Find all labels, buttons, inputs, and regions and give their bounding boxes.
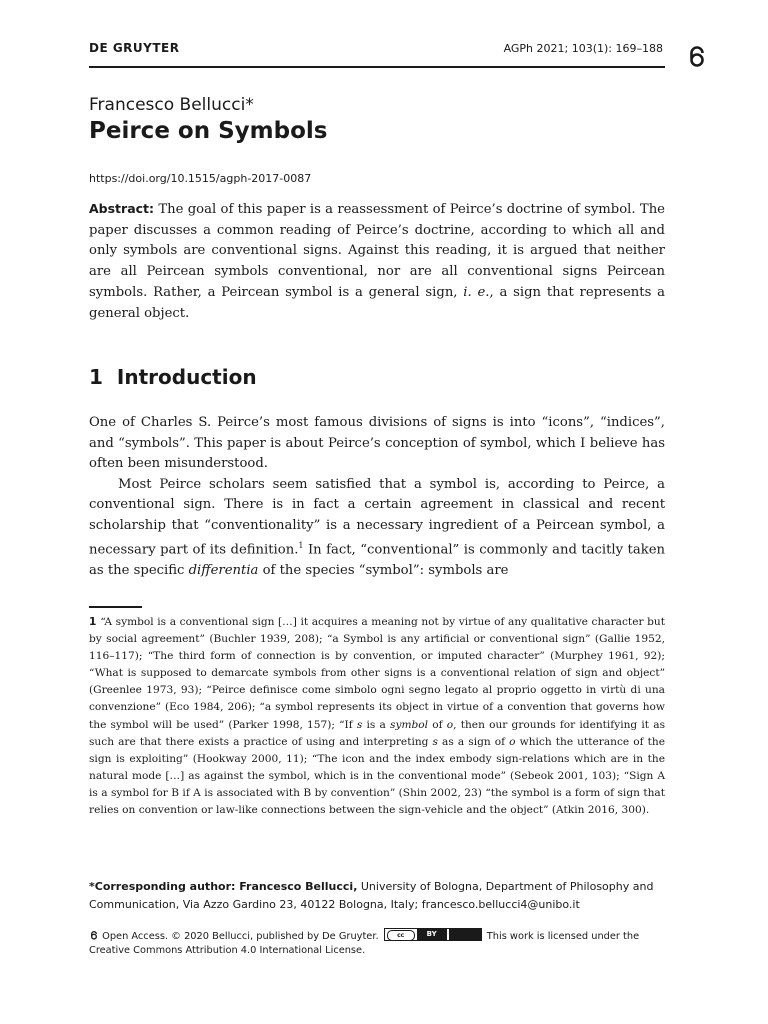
doi-link[interactable]: https://doi.org/10.1515/agph-2017-0087 [89, 172, 312, 185]
abstract-text: The goal of this paper is a reassessment of Peirce’s doctrine of symbol. The paper discusses a common reading of Peirce’s doctrine, according to which all and only symbols are conventional signs. Against this reading, it is argued that neither are all Peircean symbols conventional, nor are all conventional signs Peircean symbols. Rather, a Peircean symbol is a general sign, [89, 202, 665, 300]
paragraph-2-text-c: of the species “symbol”: symbols are [258, 562, 509, 578]
footnote-em-o2: o [509, 735, 516, 748]
article-title: Peirce on Symbols [89, 118, 328, 144]
footnote-rule [89, 606, 142, 608]
footnote-em-s2: s [432, 735, 438, 748]
abstract-ie: i. e. [463, 284, 490, 300]
footnote [89, 614, 665, 819]
cc-badge-fill [449, 929, 481, 940]
publisher-name: DE GRUYTER [89, 41, 180, 55]
footnote-text: “A symbol is a conventional sign […] it acquires a meaning not by virtue of any qualitative character but by social agreement” (Buchler 1939, 208); “a Symbol is any artificial or conventional sign” (Gallie 1952, 116–117); “The third form of connection is by convention, or imputed character” (Murphey 1961, 92); “What is supposed to demarcate symbols from other signs is a conventional relation of sign and object” (Greenlee 1973, 93); “Peirce definisce come simbolo ogni segno legato al proprio oggetto in virtù di una convenzione” (Eco 1984, 206); “a symbol represents its object in virtue of a convention that governs how the symbol will be used” (Parker 1998, 157); “If [89, 616, 665, 731]
footnote-ref[interactable]: 1 [298, 541, 304, 550]
corresponding-text: University of Bologna, Department of Philosophy and Communication, Via Azzo Gardino 23, 40122 Bologna, Italy; francesco.bellucci4@unibo.it [89, 880, 654, 911]
body-text [89, 413, 665, 581]
corresponding-label: *Corresponding author: Francesco Bellucci, [89, 880, 358, 893]
open-access-small-icon [89, 930, 99, 941]
author-name: Francesco Bellucci* [89, 95, 254, 115]
footnote-em-symbol: symbol [390, 718, 429, 731]
license-note [89, 928, 665, 958]
footnote-em-s: s [356, 718, 363, 731]
cc-by-badge-icon[interactable] [384, 928, 482, 941]
open-access-icon [684, 44, 710, 70]
footnote-text-3: of [428, 718, 447, 731]
abstract-text-end: , a sign that represents a general object. [89, 284, 665, 321]
cc-by-label: BY [417, 929, 447, 940]
footnote-text-4: , then our grounds for identifying it as such are that there exists a practice of using and interpreting [89, 718, 666, 748]
paragraph-2-text-b: In fact, “conventional” is commonly and tacitly taken as the specific [89, 542, 665, 578]
cc-logo-icon: cc [387, 930, 415, 941]
journal-reference: AGPh 2021; 103(1): 169–188 [503, 42, 663, 55]
license-text: Open Access. © 2020 Bellucci, published by De Gruyter. [99, 931, 382, 942]
paragraph-2-text: Most Peirce scholars seem satisfied that a symbol is, according to Peirce, a conventional sign. There is in fact a certain agreement in classical and recent scholarship that “conventionality” is a necessary ingredient of a Peircean symbol, a necessary part of its definition. [89, 476, 665, 558]
license-text-2: This work is licensed under the Creative Commons Attribution 4.0 International License. [89, 931, 640, 956]
section-heading [89, 365, 257, 389]
footnote-number: 1 [89, 616, 97, 628]
footnote-text-6: which the utterance of the sign is exploiting” (Hookway 2000, 11); “The icon and the index embody sign-relations which are in the natural mode […] as against the symbol, which is in the conventional mode” (Sebeok 2001, 103); “Sign A is a symbol for B if A is associated with B by convention” (Shin 2002, 23) “the symbol is a form of sign that relies on convention or law-like connections between the sign-vehicle and the object” (Atkin 2016, 300). [89, 735, 666, 817]
paragraph-2-emphasis: differentia [188, 562, 259, 578]
footnote-text-5: as a sign of [437, 735, 510, 748]
paragraph-1: One of Charles S. Peirce’s most famous divisions of signs is into “icons”, “indices”, and “symbols”. This paper is about Peirce’s conception of symbol, which I believe has often been misunderstood. [89, 415, 665, 471]
section-title: Introduction [116, 365, 257, 389]
footnote-em-o: o [446, 718, 454, 731]
section-number: 1 [89, 365, 103, 389]
corresponding-author [89, 878, 665, 913]
footnote-text-2: is a [362, 718, 391, 731]
paragraph-2 [89, 475, 665, 582]
header-rule [89, 66, 665, 68]
abstract-label: Abstract: [89, 201, 155, 216]
abstract [89, 199, 665, 324]
